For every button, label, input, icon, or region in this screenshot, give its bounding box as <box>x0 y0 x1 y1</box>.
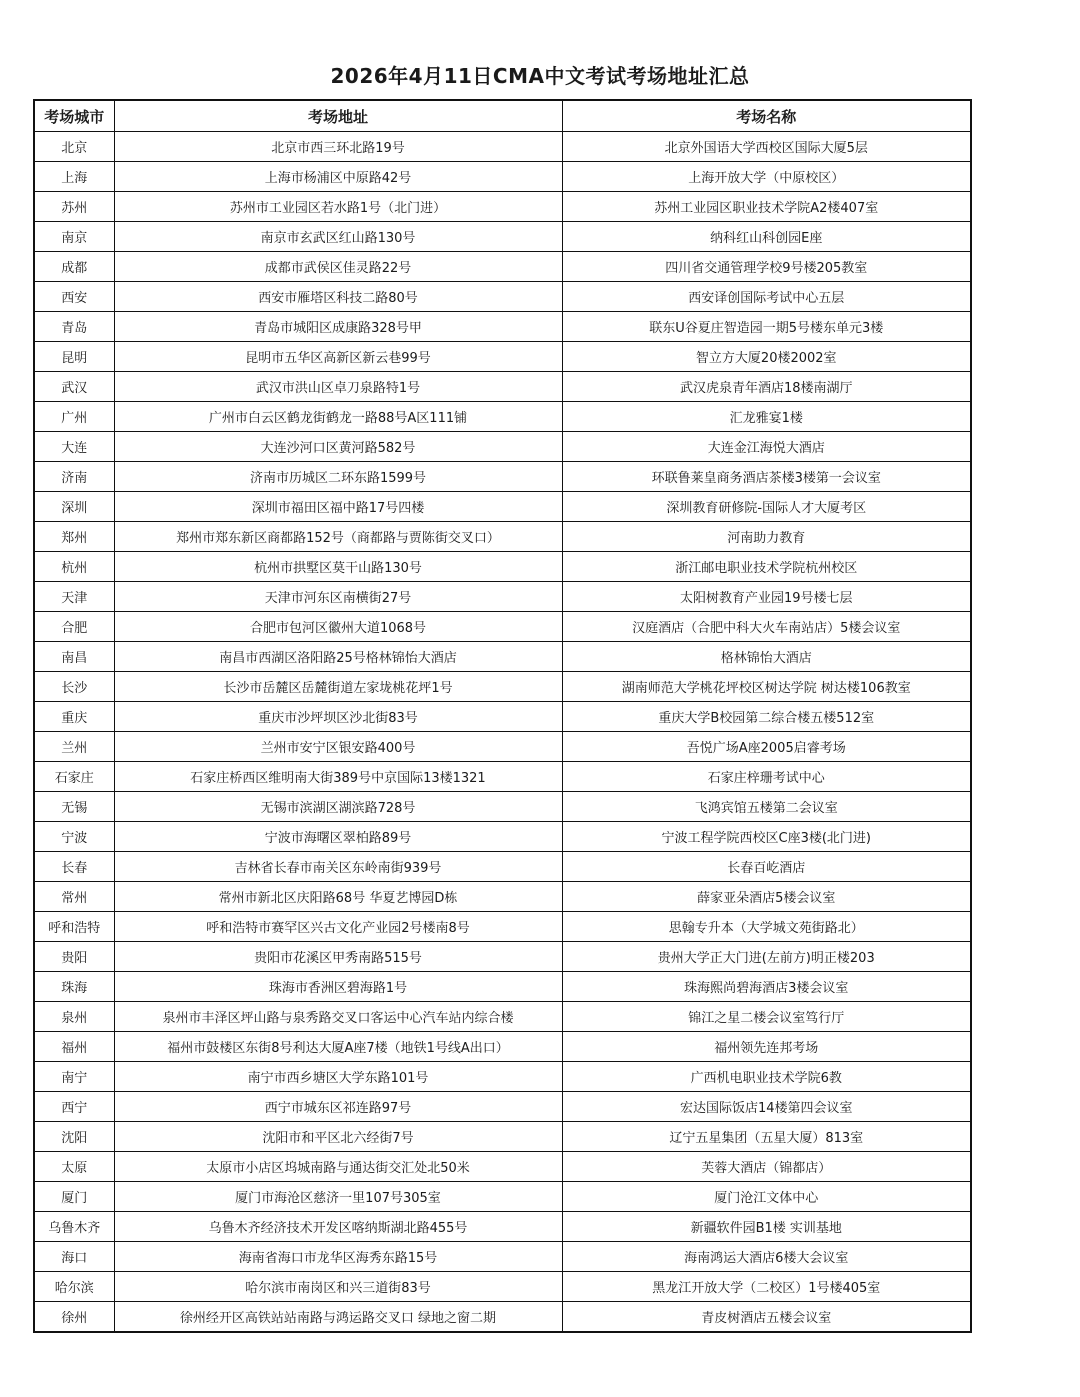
address-cell: 福州市鼓楼区东街8号利达大厦A座7楼（地铁1号线A出口） <box>114 1032 562 1062</box>
venue-name-cell: 湖南师范大学桃花坪校区树达学院 树达楼106教室 <box>562 672 971 702</box>
address-cell: 南宁市西乡塘区大学东路101号 <box>114 1062 562 1092</box>
venue-name-cell: 辽宁五星集团（五星大厦）813室 <box>562 1122 971 1152</box>
venue-name-cell: 青皮树酒店五楼会议室 <box>562 1302 971 1333</box>
venue-name-cell: 大连金江海悦大酒店 <box>562 432 971 462</box>
table-row <box>34 492 971 522</box>
table-row <box>34 162 971 192</box>
address-cell: 青岛市城阳区成康路328号甲 <box>114 312 562 342</box>
venue-name-cell: 浙江邮电职业技术学院杭州校区 <box>562 552 971 582</box>
venue-name-cell: 长春百屹酒店 <box>562 852 971 882</box>
table-row <box>34 132 971 162</box>
table-row <box>34 1032 971 1062</box>
city-cell: 乌鲁木齐 <box>34 1212 114 1242</box>
venue-name-cell: 纳科红山科创园E座 <box>562 222 971 252</box>
table-row <box>34 702 971 732</box>
address-cell: 广州市白云区鹤龙街鹤龙一路88号A区111铺 <box>114 402 562 432</box>
table-row <box>34 1092 971 1122</box>
table-row <box>34 1122 971 1152</box>
address-cell: 常州市新北区庆阳路68号 华夏艺博园D栋 <box>114 882 562 912</box>
city-cell: 贵阳 <box>34 942 114 972</box>
table-row <box>34 1062 971 1092</box>
table-row <box>34 612 971 642</box>
venue-name-cell: 北京外国语大学西校区国际大厦5层 <box>562 132 971 162</box>
address-cell: 西安市雁塔区科技二路80号 <box>114 282 562 312</box>
city-cell: 北京 <box>34 132 114 162</box>
city-cell: 西宁 <box>34 1092 114 1122</box>
city-cell: 哈尔滨 <box>34 1272 114 1302</box>
table-row <box>34 1212 971 1242</box>
address-cell: 泉州市丰泽区坪山路与泉秀路交叉口客运中心汽车站内综合楼 <box>114 1002 562 1032</box>
venue-name-cell: 联东U谷夏庄智造园一期5号楼东单元3楼 <box>562 312 971 342</box>
city-cell: 宁波 <box>34 822 114 852</box>
address-cell: 吉林省长春市南关区东岭南街939号 <box>114 852 562 882</box>
venue-name-cell: 广西机电职业技术学院6教 <box>562 1062 971 1092</box>
city-cell: 长春 <box>34 852 114 882</box>
city-cell: 重庆 <box>34 702 114 732</box>
table-header-row <box>34 100 971 132</box>
city-cell: 南昌 <box>34 642 114 672</box>
city-cell: 呼和浩特 <box>34 912 114 942</box>
city-cell: 济南 <box>34 462 114 492</box>
table-row <box>34 912 971 942</box>
table-row <box>34 462 971 492</box>
address-cell: 武汉市洪山区卓刀泉路特1号 <box>114 372 562 402</box>
city-cell: 西安 <box>34 282 114 312</box>
table-row <box>34 792 971 822</box>
city-cell: 大连 <box>34 432 114 462</box>
venue-name-cell: 重庆大学B校园第二综合楼五楼512室 <box>562 702 971 732</box>
city-cell: 合肥 <box>34 612 114 642</box>
table-row <box>34 732 971 762</box>
venue-name-cell: 薛家亚朵酒店5楼会议室 <box>562 882 971 912</box>
city-cell: 沈阳 <box>34 1122 114 1152</box>
address-cell: 苏州市工业园区若水路1号（北门进） <box>114 192 562 222</box>
page-title: 2026年4月11日CMA中文考试考场地址汇总 <box>330 64 750 88</box>
table-row <box>34 552 971 582</box>
venue-name-cell: 思翰专升本（大学城文苑街路北） <box>562 912 971 942</box>
venue-name-cell: 珠海熙尚碧海酒店3楼会议室 <box>562 972 971 1002</box>
address-cell: 天津市河东区南横街27号 <box>114 582 562 612</box>
city-cell: 南京 <box>34 222 114 252</box>
address-cell: 海南省海口市龙华区海秀东路15号 <box>114 1242 562 1272</box>
table-row <box>34 852 971 882</box>
header-address: 考场地址 <box>114 100 562 132</box>
venue-name-cell: 海南鸿运大酒店6楼大会议室 <box>562 1242 971 1272</box>
table-row <box>34 1272 971 1302</box>
venue-name-cell: 贵州大学正大门进(左前方)明正楼203 <box>562 942 971 972</box>
city-cell: 徐州 <box>34 1302 114 1333</box>
table-row <box>34 312 971 342</box>
table-row <box>34 582 971 612</box>
address-cell: 南昌市西湖区洛阳路25号格林锦怡大酒店 <box>114 642 562 672</box>
venue-name-cell: 厦门沧江文体中心 <box>562 1182 971 1212</box>
venue-name-cell: 锦江之星二楼会议室笃行厅 <box>562 1002 971 1032</box>
venue-name-cell: 飞鸿宾馆五楼第二会议室 <box>562 792 971 822</box>
address-cell: 深圳市福田区福中路17号四楼 <box>114 492 562 522</box>
venue-name-cell: 汇龙雅宴1楼 <box>562 402 971 432</box>
city-cell: 珠海 <box>34 972 114 1002</box>
address-cell: 珠海市香洲区碧海路1号 <box>114 972 562 1002</box>
city-cell: 深圳 <box>34 492 114 522</box>
table-row <box>34 1302 971 1333</box>
address-cell: 西宁市城东区祁连路97号 <box>114 1092 562 1122</box>
address-cell: 上海市杨浦区中原路42号 <box>114 162 562 192</box>
address-cell: 北京市西三环北路19号 <box>114 132 562 162</box>
table-body <box>34 132 971 1333</box>
address-cell: 厦门市海沧区慈济一里107号305室 <box>114 1182 562 1212</box>
table-row <box>34 762 971 792</box>
venue-name-cell: 宏达国际饭店14楼第四会议室 <box>562 1092 971 1122</box>
city-cell: 常州 <box>34 882 114 912</box>
city-cell: 南宁 <box>34 1062 114 1092</box>
venue-name-cell: 河南助力教育 <box>562 522 971 552</box>
venue-name-cell: 石家庄梓珊考试中心 <box>562 762 971 792</box>
table-row <box>34 372 971 402</box>
table-row <box>34 252 971 282</box>
city-cell: 青岛 <box>34 312 114 342</box>
venue-name-cell: 太阳树教育产业园19号楼七层 <box>562 582 971 612</box>
address-cell: 济南市历城区二环东路1599号 <box>114 462 562 492</box>
city-cell: 武汉 <box>34 372 114 402</box>
city-cell: 石家庄 <box>34 762 114 792</box>
city-cell: 郑州 <box>34 522 114 552</box>
address-cell: 杭州市拱墅区莫干山路130号 <box>114 552 562 582</box>
venue-name-cell: 上海开放大学（中原校区） <box>562 162 971 192</box>
venue-name-cell: 智立方大厦20楼2002室 <box>562 342 971 372</box>
venue-name-cell: 四川省交通管理学校9号楼205教室 <box>562 252 971 282</box>
table-row <box>34 972 971 1002</box>
city-cell: 厦门 <box>34 1182 114 1212</box>
city-cell: 成都 <box>34 252 114 282</box>
venue-name-cell: 格林锦怡大酒店 <box>562 642 971 672</box>
table-row <box>34 402 971 432</box>
address-cell: 哈尔滨市南岗区和兴三道街83号 <box>114 1272 562 1302</box>
city-cell: 广州 <box>34 402 114 432</box>
city-cell: 泉州 <box>34 1002 114 1032</box>
address-cell: 沈阳市和平区北六经街7号 <box>114 1122 562 1152</box>
city-cell: 苏州 <box>34 192 114 222</box>
address-cell: 重庆市沙坪坝区沙北街83号 <box>114 702 562 732</box>
table-row <box>34 192 971 222</box>
address-cell: 长沙市岳麓区岳麓街道左家垅桃花坪1号 <box>114 672 562 702</box>
address-cell: 太原市小店区坞城南路与通达街交汇处北50米 <box>114 1152 562 1182</box>
table-row <box>34 1182 971 1212</box>
table-row <box>34 1002 971 1032</box>
venue-name-cell: 汉庭酒店（合肥中科大火车南站店）5楼会议室 <box>562 612 971 642</box>
table-row <box>34 642 971 672</box>
city-cell: 天津 <box>34 582 114 612</box>
venue-name-cell: 芙蓉大酒店（锦都店） <box>562 1152 971 1182</box>
address-cell: 兰州市安宁区银安路400号 <box>114 732 562 762</box>
table-row <box>34 942 971 972</box>
city-cell: 福州 <box>34 1032 114 1062</box>
table-row <box>34 522 971 552</box>
table-row <box>34 432 971 462</box>
venue-name-cell: 吾悦广场A座2005启睿考场 <box>562 732 971 762</box>
city-cell: 杭州 <box>34 552 114 582</box>
address-cell: 徐州经开区高铁站站南路与鸿运路交叉口 绿地之窗二期 <box>114 1302 562 1333</box>
table-row <box>34 882 971 912</box>
address-cell: 石家庄桥西区维明南大街389号中京国际13楼1321 <box>114 762 562 792</box>
table-row <box>34 672 971 702</box>
address-cell: 成都市武侯区佳灵路22号 <box>114 252 562 282</box>
header-city: 考场城市 <box>34 100 114 132</box>
address-cell: 呼和浩特市赛罕区兴古文化产业园2号楼南8号 <box>114 912 562 942</box>
venue-table <box>33 99 972 1333</box>
city-cell: 兰州 <box>34 732 114 762</box>
address-cell: 大连沙河口区黄河路582号 <box>114 432 562 462</box>
city-cell: 海口 <box>34 1242 114 1272</box>
address-cell: 昆明市五华区高新区新云巷99号 <box>114 342 562 372</box>
city-cell: 太原 <box>34 1152 114 1182</box>
address-cell: 无锡市滨湖区湖滨路728号 <box>114 792 562 822</box>
table-row <box>34 282 971 312</box>
venue-name-cell: 宁波工程学院西校区C座3楼(北门进) <box>562 822 971 852</box>
table-row <box>34 1152 971 1182</box>
address-cell: 合肥市包河区徽州大道1068号 <box>114 612 562 642</box>
venue-name-cell: 武汉虎泉青年酒店18楼南湖厅 <box>562 372 971 402</box>
venue-name-cell: 黑龙江开放大学（二校区）1号楼405室 <box>562 1272 971 1302</box>
venue-name-cell: 西安译创国际考试中心五层 <box>562 282 971 312</box>
city-cell: 长沙 <box>34 672 114 702</box>
table-row <box>34 342 971 372</box>
venue-name-cell: 环联鲁莱皇商务酒店茶楼3楼第一会议室 <box>562 462 971 492</box>
venue-name-cell: 深圳教育研修院-国际人才大厦考区 <box>562 492 971 522</box>
header-venue-name: 考场名称 <box>562 100 971 132</box>
address-cell: 宁波市海曙区翠柏路89号 <box>114 822 562 852</box>
city-cell: 昆明 <box>34 342 114 372</box>
table-row <box>34 822 971 852</box>
table-row <box>34 222 971 252</box>
city-cell: 上海 <box>34 162 114 192</box>
city-cell: 无锡 <box>34 792 114 822</box>
venue-name-cell: 福州领先连邦考场 <box>562 1032 971 1062</box>
address-cell: 郑州市郑东新区商都路152号（商都路与贾陈街交叉口） <box>114 522 562 552</box>
address-cell: 贵阳市花溪区甲秀南路515号 <box>114 942 562 972</box>
venue-name-cell: 苏州工业园区职业技术学院A2楼407室 <box>562 192 971 222</box>
address-cell: 南京市玄武区红山路130号 <box>114 222 562 252</box>
venue-name-cell: 新疆软件园B1楼 实训基地 <box>562 1212 971 1242</box>
address-cell: 乌鲁木齐经济技术开发区喀纳斯湖北路455号 <box>114 1212 562 1242</box>
table-row <box>34 1242 971 1272</box>
